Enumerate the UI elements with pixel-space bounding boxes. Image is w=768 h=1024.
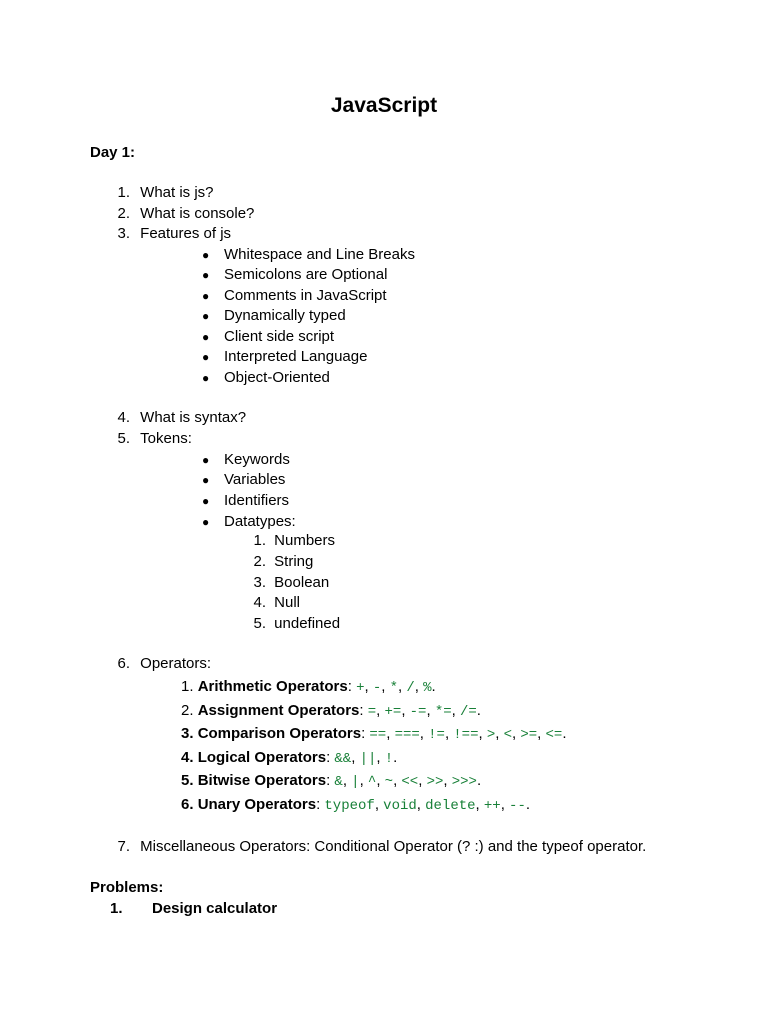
bullet-item [202, 492, 289, 510]
bullet-text: Variables [224, 471, 286, 488]
operator-symbol: * [389, 680, 398, 696]
operator-item: 3. Comparison Operators: ==, ===, !=, !==, >, <, >=, <=. [181, 725, 567, 743]
bullet-text: Object-Oriented [224, 369, 330, 386]
list-text: undefined [274, 615, 341, 632]
bullet-text: Whitespace and Line Breaks [224, 246, 415, 263]
operator-symbol: / [406, 680, 415, 696]
list-number: 1. [117, 184, 130, 201]
bullet-text: Client side script [224, 328, 335, 345]
list-number: 2. [181, 702, 198, 719]
day-heading: Day 1: [90, 144, 136, 161]
operator-symbol: != [428, 727, 445, 743]
bullet-item [202, 369, 330, 387]
operator-symbol: !== [453, 727, 479, 743]
bullet-text: Datatypes: [224, 513, 296, 530]
operator-symbol: === [394, 727, 420, 743]
list-item [108, 838, 646, 856]
bullet-icon: ● [202, 330, 210, 344]
bullet-icon: ● [202, 453, 210, 467]
problem-item [110, 900, 277, 918]
list-number: 3. [253, 574, 266, 591]
list-text: String [274, 553, 314, 570]
list-number: 3. [117, 225, 130, 242]
list-text: Miscellaneous Operators: Conditional Operator (? :) and the typeof operator. [140, 838, 647, 855]
operator-item: 4. Logical Operators: &&, ||, !. [181, 749, 398, 767]
bullet-icon: ● [202, 309, 210, 323]
list-number: 5. [253, 615, 266, 632]
operator-symbol: ~ [384, 774, 394, 790]
list-item [108, 184, 214, 202]
operator-item: 6. Unary Operators: typeof, void, delete, ++, --. [181, 796, 531, 814]
list-text: Tokens: [140, 430, 192, 447]
sublist-item [244, 553, 313, 571]
operator-symbol: == [369, 727, 387, 743]
bullet-icon: ● [202, 473, 210, 487]
bullet-text: Dynamically typed [224, 307, 346, 324]
bullet-item [202, 348, 367, 366]
bullet-text: Interpreted Language [224, 348, 368, 365]
operator-symbol: - [372, 680, 382, 696]
bullet-text: Comments in JavaScript [224, 287, 387, 304]
list-item [108, 430, 192, 448]
bullet-text: Keywords [224, 451, 290, 468]
list-number: 3. [181, 725, 198, 742]
list-text: What is console? [140, 205, 255, 222]
operator-category: Comparison Operators [197, 725, 362, 742]
operator-category: Logical Operators [197, 749, 327, 766]
bullet-item [202, 287, 387, 305]
operator-item: 1. Arithmetic Operators: +, -, *, /, %. [181, 678, 436, 696]
operator-symbol: >= [520, 727, 538, 743]
list-number: 6. [117, 655, 130, 672]
problems-heading: Problems: [90, 879, 164, 896]
list-number: 2. [253, 553, 266, 570]
bullet-item [202, 513, 296, 531]
page-title: JavaScript [330, 94, 438, 117]
operator-symbol: ^ [367, 774, 377, 790]
sublist-item [244, 615, 340, 633]
bullet-icon: ● [202, 350, 210, 364]
operator-symbol: *= [434, 704, 452, 720]
sublist-item [244, 532, 335, 550]
operator-symbol: delete [425, 798, 476, 814]
list-number: 4. [117, 409, 130, 426]
bullet-item [202, 246, 415, 264]
operator-symbol: += [384, 704, 402, 720]
operator-symbol: ++ [483, 798, 501, 814]
operator-symbol: || [359, 751, 377, 767]
bullet-icon: ● [202, 289, 210, 303]
operator-item: 2. Assignment Operators: =, +=, -=, *=, /=. [181, 702, 481, 720]
operator-category: Assignment Operators [197, 702, 360, 719]
bullet-item [202, 471, 285, 489]
list-text: Operators: [140, 655, 212, 672]
operator-item: 5. Bitwise Operators: &, |, ^, ~, <<, >>, >>>. [181, 772, 482, 790]
sublist-item [244, 574, 329, 592]
list-number: 2. [117, 205, 130, 222]
list-text: Numbers [274, 532, 336, 549]
sublist-item [244, 594, 300, 612]
list-text: Null [274, 594, 301, 611]
list-text: What is js? [140, 184, 214, 201]
list-number: 6. [181, 796, 198, 813]
operator-symbol: /= [459, 704, 477, 720]
operator-symbol: -- [509, 798, 526, 814]
list-text: What is syntax? [140, 409, 247, 426]
list-number: 1. [110, 900, 123, 917]
operator-category: Unary Operators [197, 796, 317, 813]
bullet-icon: ● [202, 494, 210, 508]
bullet-text: Semicolons are Optional [224, 266, 388, 283]
bullet-item [202, 266, 387, 284]
bullet-icon: ● [202, 515, 210, 529]
list-item [108, 655, 211, 673]
list-number: 1. [181, 678, 198, 695]
list-number: 1. [253, 532, 266, 549]
bullet-icon: ● [202, 248, 210, 262]
list-number: 7. [117, 838, 130, 855]
operator-symbol: void [383, 798, 417, 814]
list-text: Boolean [274, 574, 330, 591]
operator-symbol: >>> [451, 774, 477, 790]
list-number: 4. [253, 594, 266, 611]
operator-category: Bitwise Operators [197, 772, 327, 789]
list-number: 5. [117, 430, 130, 447]
operator-symbol: & [334, 774, 343, 790]
operator-symbol: <= [545, 727, 563, 743]
bullet-text: Identifiers [224, 492, 290, 509]
list-text: Design calculator [152, 900, 278, 917]
list-number: 4. [181, 749, 198, 766]
bullet-icon: ● [202, 371, 210, 385]
operator-symbol: >> [426, 774, 444, 790]
list-item [108, 225, 231, 243]
bullet-icon: ● [202, 268, 210, 282]
list-item [108, 205, 254, 223]
operator-symbol: < [503, 727, 512, 743]
list-text: Features of js [140, 225, 232, 242]
operator-symbol: << [401, 774, 419, 790]
operator-symbol: = [367, 704, 377, 720]
operator-category: Arithmetic Operators [197, 678, 348, 695]
operator-symbol: % [423, 680, 432, 696]
operator-symbol: + [356, 680, 365, 696]
list-number: 5. [181, 772, 198, 789]
bullet-item [202, 328, 334, 346]
bullet-item [202, 307, 346, 325]
operator-symbol: typeof [324, 798, 375, 814]
operator-symbol: -= [409, 704, 427, 720]
operator-symbol: | [351, 774, 360, 790]
list-item [108, 409, 246, 427]
operator-symbol: ! [384, 751, 394, 767]
operator-symbol: && [334, 751, 352, 767]
operator-symbol: > [486, 727, 496, 743]
bullet-item [202, 451, 290, 469]
